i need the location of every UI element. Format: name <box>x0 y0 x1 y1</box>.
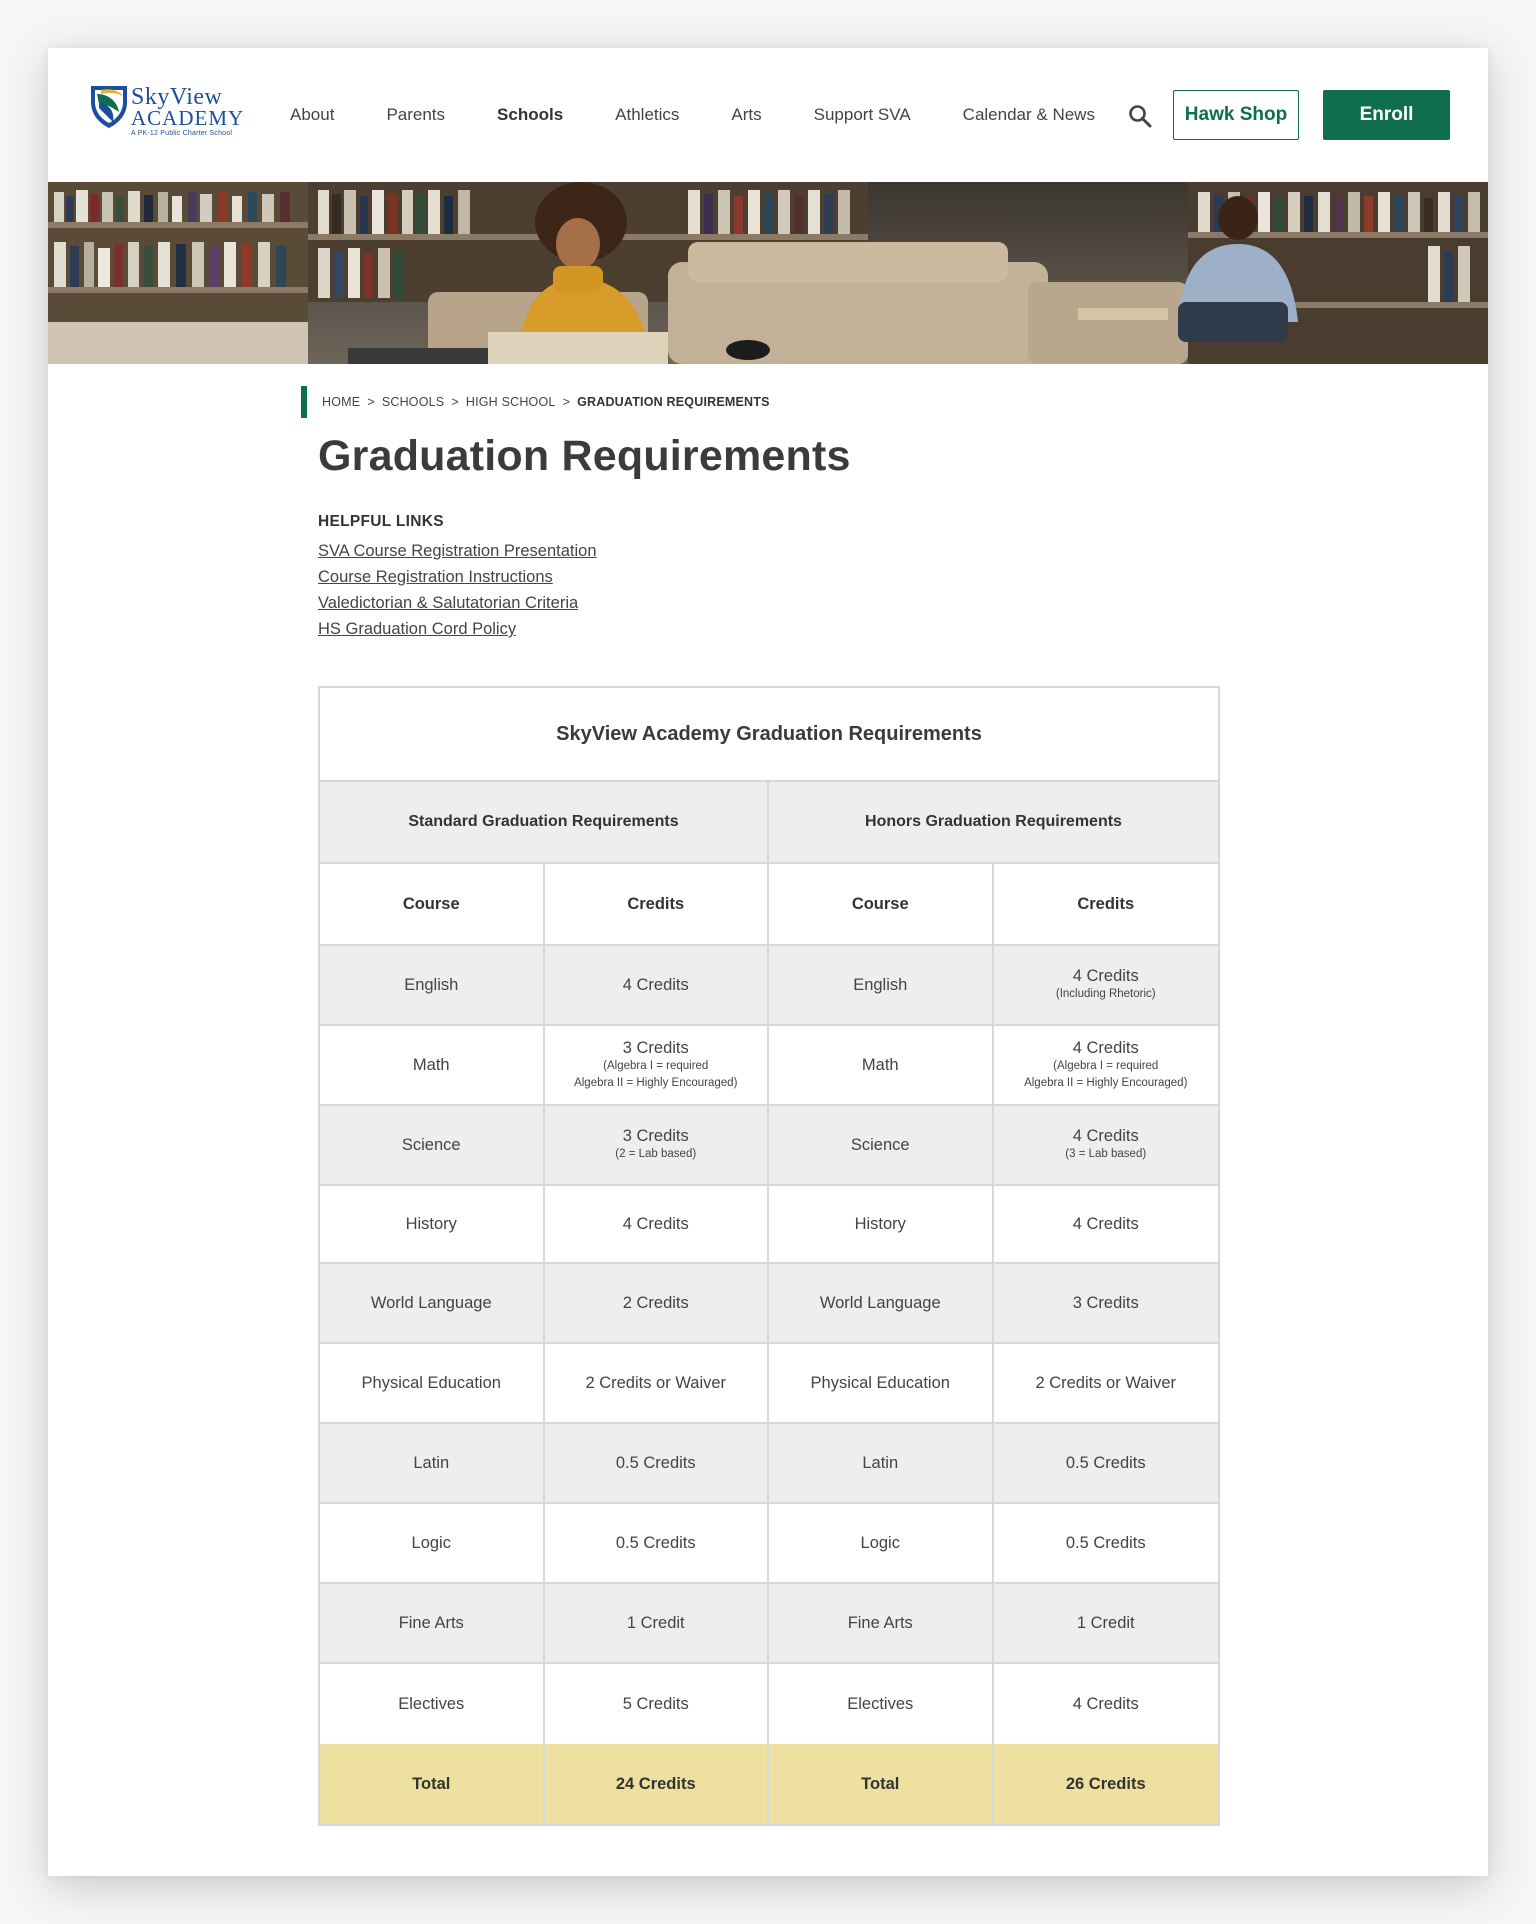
course-cell-value: English <box>853 975 908 994</box>
course-cell <box>769 946 994 1024</box>
link-course-registration-instructions[interactable]: Course Registration Instructions <box>318 568 553 586</box>
course-cell-value: Physical Education <box>361 1373 501 1392</box>
credits-note: (Algebra I = required <box>603 1059 709 1072</box>
credits-cell-value: 0.5 Credits <box>615 1453 696 1472</box>
table-row <box>320 1264 1218 1344</box>
table-total-row <box>320 1744 1218 1824</box>
course-cell-value: Latin <box>413 1453 450 1472</box>
course-cell <box>320 1106 545 1184</box>
credits-cell <box>545 946 770 1024</box>
credits-note: (Including Rhetoric) <box>1055 988 1156 1000</box>
course-cell <box>769 1424 994 1502</box>
total-label-standard: Total <box>320 1744 545 1824</box>
table-body <box>320 946 1218 1744</box>
nav-item-parents[interactable]: Parents <box>386 105 446 124</box>
credits-cell <box>545 1026 770 1104</box>
course-cell <box>769 1186 994 1262</box>
credits-cell-value: 4 Credits <box>1072 1214 1139 1233</box>
column-header-credits: Credits <box>545 864 770 944</box>
credits-cell-value: 1 Credit <box>1076 1613 1135 1632</box>
credits-cell-value: 0.5 Credits <box>1065 1533 1146 1552</box>
table-row <box>320 946 1218 1026</box>
table-row <box>320 1504 1218 1584</box>
course-cell <box>320 1264 545 1342</box>
table-row <box>320 1344 1218 1424</box>
credits-cell-value: 0.5 Credits <box>1065 1453 1146 1472</box>
credits-cell-value: 3 Credits <box>1072 1293 1139 1312</box>
enroll-button[interactable]: Enroll <box>1323 90 1450 140</box>
credits-cell <box>545 1664 770 1744</box>
logo-line2: ACADEMY <box>131 106 245 130</box>
course-cell <box>769 1664 994 1744</box>
link-course-registration-presentation[interactable]: SVA Course Registration Presentation <box>318 542 597 560</box>
credits-cell <box>545 1344 770 1422</box>
course-cell-value: Science <box>401 1135 461 1154</box>
table-row <box>320 1664 1218 1744</box>
credits-cell-value: 4 Credits <box>622 975 689 994</box>
nav-item-support-sva[interactable]: Support SVA <box>813 105 911 124</box>
logo-tagline: A PK-12 Public Charter School <box>131 130 233 137</box>
group-header-standard: Standard Graduation Requirements <box>320 782 769 862</box>
credits-cell-value: 2 Credits or Waiver <box>585 1373 727 1392</box>
credits-cell <box>994 946 1219 1024</box>
credits-cell <box>545 1106 770 1184</box>
table-row <box>320 1106 1218 1186</box>
course-cell-value: Electives <box>398 1694 465 1713</box>
main-nav <box>290 48 1147 182</box>
credits-cell <box>994 1264 1219 1342</box>
table-title: SkyView Academy Graduation Requirements <box>320 688 1218 782</box>
total-credits-honors: 26 Credits <box>1065 1774 1146 1793</box>
credits-cell <box>994 1584 1219 1662</box>
course-cell <box>769 1584 994 1662</box>
nav-item-calendar-news[interactable]: Calendar & News <box>962 105 1095 124</box>
credits-cell-value: 3 Credits <box>622 1127 689 1145</box>
credits-cell <box>994 1664 1219 1744</box>
breadcrumb-separator: > <box>451 395 459 409</box>
credits-cell <box>994 1026 1219 1104</box>
credits-cell-value: 4 Credits <box>1072 1694 1139 1713</box>
credits-cell <box>994 1106 1219 1184</box>
group-header-honors: Honors Graduation Requirements <box>769 782 1218 862</box>
column-header-course: Course <box>320 864 545 944</box>
table-header-row <box>320 864 1218 946</box>
credits-cell-value: 0.5 Credits <box>615 1533 696 1552</box>
page-title: Graduation Requirements <box>318 432 851 480</box>
credits-cell <box>994 1344 1219 1422</box>
course-cell <box>320 1504 545 1582</box>
table-group-row <box>320 782 1218 864</box>
credits-cell-value: 4 Credits <box>1072 1038 1139 1057</box>
course-cell-value: Math <box>861 1055 899 1074</box>
course-cell-value: Physical Education <box>810 1373 950 1392</box>
breadcrumb-separator: > <box>367 395 375 409</box>
course-cell <box>320 1664 545 1744</box>
course-cell-value: World Language <box>819 1293 941 1312</box>
course-cell <box>769 1026 994 1104</box>
course-cell-value: English <box>404 975 459 994</box>
credits-note: Algebra II = Highly Encouraged) <box>574 1076 738 1089</box>
table-row <box>320 1186 1218 1264</box>
course-cell <box>769 1264 994 1342</box>
table-row <box>320 1424 1218 1504</box>
search-icon[interactable] <box>1127 103 1153 129</box>
table-row <box>320 1584 1218 1664</box>
nav-item-about[interactable]: About <box>290 105 335 124</box>
course-cell-value: World Language <box>370 1293 492 1312</box>
course-cell <box>320 1424 545 1502</box>
course-cell <box>320 1344 545 1422</box>
logo-line1: SkyView <box>131 84 223 110</box>
credits-cell <box>994 1504 1219 1582</box>
credits-note: (3 = Lab based) <box>1065 1148 1147 1160</box>
credits-cell-value: 2 Credits or Waiver <box>1035 1373 1177 1392</box>
credits-cell-value: 4 Credits <box>1072 1127 1139 1145</box>
credits-cell <box>545 1186 770 1262</box>
course-cell <box>320 1186 545 1262</box>
course-cell <box>320 1026 545 1104</box>
course-cell-value: Science <box>850 1135 910 1154</box>
course-cell-value: History <box>854 1214 906 1233</box>
nav-item-athletics[interactable]: Athletics <box>615 105 680 124</box>
helpful-links-list <box>318 538 597 642</box>
total-credits-standard: 24 Credits <box>545 1744 770 1824</box>
course-cell-value: Math <box>412 1055 450 1074</box>
course-cell <box>769 1344 994 1422</box>
credits-note: (2 = Lab based) <box>615 1148 697 1160</box>
breadcrumb-high-school[interactable]: HIGH SCHOOL <box>465 395 556 409</box>
table-row <box>320 1026 1218 1106</box>
total-label-honors: Total <box>769 1744 994 1824</box>
page-frame <box>48 48 1488 1876</box>
breadcrumb <box>301 386 770 418</box>
course-cell <box>769 1106 994 1184</box>
credits-cell-value: 3 Credits <box>622 1038 689 1057</box>
credits-cell-value: 4 Credits <box>1072 967 1139 985</box>
breadcrumb-home[interactable]: HOME <box>322 395 361 409</box>
course-cell <box>769 1504 994 1582</box>
course-cell-value: Logic <box>411 1533 451 1552</box>
graduation-requirements-table <box>318 686 1220 1826</box>
credits-cell <box>545 1264 770 1342</box>
column-header-credits: Credits <box>1077 894 1135 913</box>
nav-item-schools[interactable]: Schools <box>497 105 564 124</box>
course-cell <box>320 946 545 1024</box>
site-header <box>48 48 1488 182</box>
credits-cell <box>545 1504 770 1582</box>
course-cell-value: History <box>405 1214 457 1233</box>
link-valedictorian-criteria[interactable]: Valedictorian & Salutatorian Criteria <box>318 594 579 612</box>
credits-cell-value: 5 Credits <box>622 1694 689 1713</box>
breadcrumb-separator: > <box>562 395 571 409</box>
credits-cell <box>545 1584 770 1662</box>
credits-cell-value: 2 Credits <box>622 1293 689 1312</box>
credits-cell <box>994 1186 1219 1262</box>
credits-note: Algebra II = Highly Encouraged) <box>1024 1076 1188 1089</box>
site-logo[interactable] <box>89 82 245 146</box>
credits-cell <box>545 1424 770 1502</box>
breadcrumb-current: GRADUATION REQUIREMENTS <box>577 395 770 409</box>
course-cell-value: Logic <box>860 1533 900 1552</box>
hawk-shop-button[interactable]: Hawk Shop <box>1173 90 1299 140</box>
hero-banner-image <box>48 182 1488 364</box>
course-cell-value: Fine Arts <box>398 1613 464 1632</box>
course-cell <box>320 1584 545 1662</box>
course-cell-value: Electives <box>847 1694 914 1713</box>
credits-cell-value: 1 Credit <box>626 1613 685 1632</box>
nav-item-arts[interactable]: Arts <box>731 105 762 124</box>
credits-cell <box>994 1424 1219 1502</box>
helpful-links-heading: HELPFUL LINKS <box>318 513 444 530</box>
breadcrumb-schools[interactable]: SCHOOLS <box>381 395 445 409</box>
link-graduation-cord-policy[interactable]: HS Graduation Cord Policy <box>318 620 517 638</box>
course-cell-value: Fine Arts <box>847 1613 913 1632</box>
credits-note: (Algebra I = required <box>1053 1059 1159 1072</box>
shield-logo-icon <box>89 82 129 130</box>
credits-cell-value: 4 Credits <box>622 1214 689 1233</box>
column-header-course: Course <box>769 864 994 944</box>
course-cell-value: Latin <box>862 1453 899 1472</box>
